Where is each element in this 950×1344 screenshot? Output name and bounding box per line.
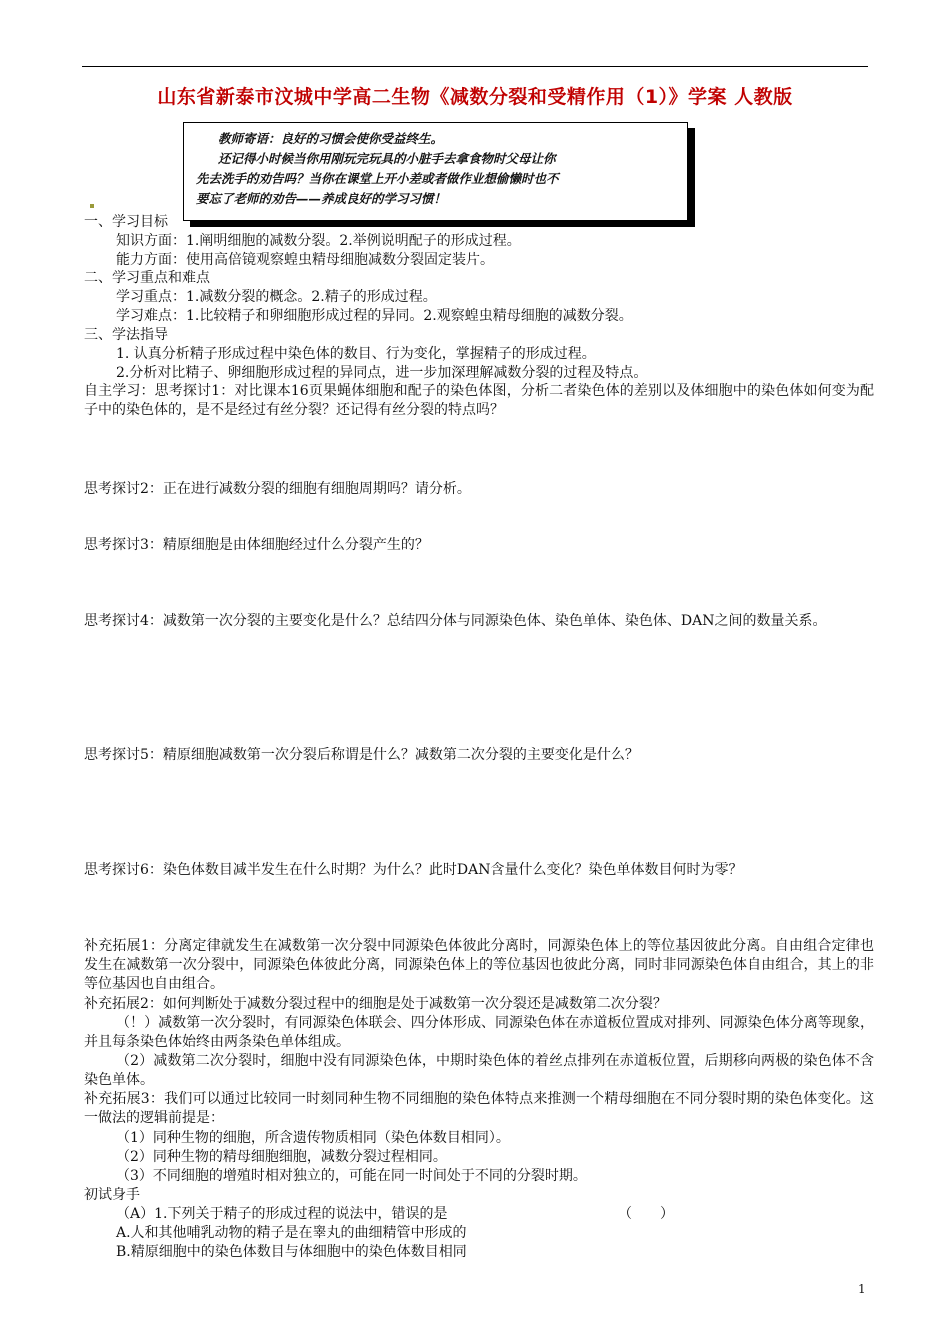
trial-option-a: A.人和其他哺乳动物的精子是在睾丸的曲细精管中形成的 — [116, 1225, 467, 1241]
supplement-3: 补充拓展3：我们可以通过比较同一时刻同种生物不同细胞的染色体特点来推测一个精母细胞在不同分裂时期的染色体变化。这一做法的逻辑前提是： — [84, 1091, 874, 1126]
section-heading-goals: 一、学习目标 — [84, 214, 168, 230]
teacher-message-line: 还记得小时候当你用刚玩完玩具的小脏手去拿食物时父母让你 — [218, 151, 556, 166]
teacher-message-line: 教师寄语：良好的习惯会使你受益终生。 — [218, 131, 444, 146]
stray-mark — [90, 204, 94, 208]
self-study-q1: 自主学习：思考探讨1：对比课本16页果蝇体细胞和配子的染色体图，分析二者染色体的差别以及体细胞中的染色体如何变为配子中的染色体的，是不是经过有丝分裂？还记得有丝分裂的特点吗？ — [84, 383, 874, 418]
question-4: 思考探讨4：减数第一次分裂的主要变化是什么？总结四分体与同源染色体、染色单体、染色体、DAN之间的数量关系。 — [84, 613, 827, 629]
supplement-3-item-2: （2）同种生物的精母细胞细胞，减数分裂过程相同。 — [116, 1149, 447, 1165]
supplement-2-item-2: （2）减数第二次分裂时，细胞中没有同源染色体，中期时染色体的着丝点排列在赤道板位置，后期移向两极的染色体不含染色单体。 — [84, 1053, 874, 1088]
page-number: 1 — [858, 1282, 866, 1296]
method-item-2: 2.分析对比精子、卵细胞形成过程的异同点，进一步加深理解减数分裂的过程及特点。 — [116, 365, 648, 381]
question-2: 思考探讨2：正在进行减数分裂的细胞有细胞周期吗？请分析。 — [84, 481, 471, 497]
goals-ability: 能力方面：使用高倍镜观察蝗虫精母细胞减数分裂固定装片。 — [116, 252, 494, 268]
top-rule — [82, 66, 868, 67]
section-heading-focus: 二、学习重点和难点 — [84, 270, 210, 286]
teacher-message-line: 先去洗手的劝告吗？当你在课堂上开小差或者做作业想偷懒时也不 — [196, 171, 559, 186]
teacher-message-box — [183, 122, 688, 221]
teacher-message-line: 要忘了老师的劝告——养成良好的学习习惯！ — [196, 191, 447, 206]
page-title: 山东省新泰市汶城中学高二生物《减数分裂和受精作用（1）》学案 人教版 — [157, 86, 793, 108]
supplement-2-item-1: （！）减数第一次分裂时，有同源染色体联会、四分体形成、同源染色体在赤道板位置成对排列、同源染色体分离等现象，并且每条染色体始终由两条染色单体组成。 — [84, 1015, 874, 1050]
focus-key: 学习重点：1.减数分裂的概念。2.精子的形成过程。 — [116, 289, 437, 305]
supplement-2-heading: 补充拓展2：如何判断处于减数分裂过程中的细胞是处于减数第一次分裂还是减数第二次分裂？ — [84, 996, 667, 1012]
focus-difficult: 学习难点：1.比较精子和卵细胞形成过程的异同。2.观察蝗虫精母细胞的减数分裂。 — [116, 308, 633, 324]
trial-heading: 初试身手 — [84, 1187, 140, 1203]
trial-option-b: B.精原细胞中的染色体数目与体细胞中的染色体数目相同 — [116, 1244, 467, 1260]
question-3: 思考探讨3：精原细胞是由体细胞经过什么分裂产生的？ — [84, 537, 429, 553]
question-5: 思考探讨5：精原细胞减数第一次分裂后称谓是什么？减数第二次分裂的主要变化是什么？ — [84, 747, 639, 763]
answer-blank: （ ） — [618, 1206, 674, 1222]
method-item-1: 1. 认真分析精子形成过程中染色体的数目、行为变化，掌握精子的形成过程。 — [116, 346, 596, 362]
supplement-3-item-3: （3）不同细胞的增殖时相对独立的，可能在同一时间处于不同的分裂时期。 — [116, 1168, 587, 1184]
section-heading-method: 三、学法指导 — [84, 327, 168, 343]
question-6: 思考探讨6：染色体数目减半发生在什么时期？为什么？此时DAN含量什么变化？染色单体数目何时为零？ — [84, 862, 743, 878]
goals-knowledge: 知识方面：1.阐明细胞的减数分裂。2.举例说明配子的形成过程。 — [116, 233, 521, 249]
trial-question-1: （A）1.下列关于精子的形成过程的说法中，错误的是 — [116, 1206, 448, 1222]
supplement-1: 补充拓展1：分离定律就发生在减数第一次分裂中同源染色体彼此分离时，同源染色体上的等位基因彼此分离。自由组合定律也发生在减数第一次分裂中，同源染色体彼此分离，同源染色体上的等位基因也彼此分离，同时非同源染色体自由组合，其上的非等位基因也自由组合。 — [84, 938, 874, 992]
supplement-3-item-1: （1）同种生物的细胞，所含遗传物质相同（染色体数目相同）。 — [116, 1130, 510, 1146]
